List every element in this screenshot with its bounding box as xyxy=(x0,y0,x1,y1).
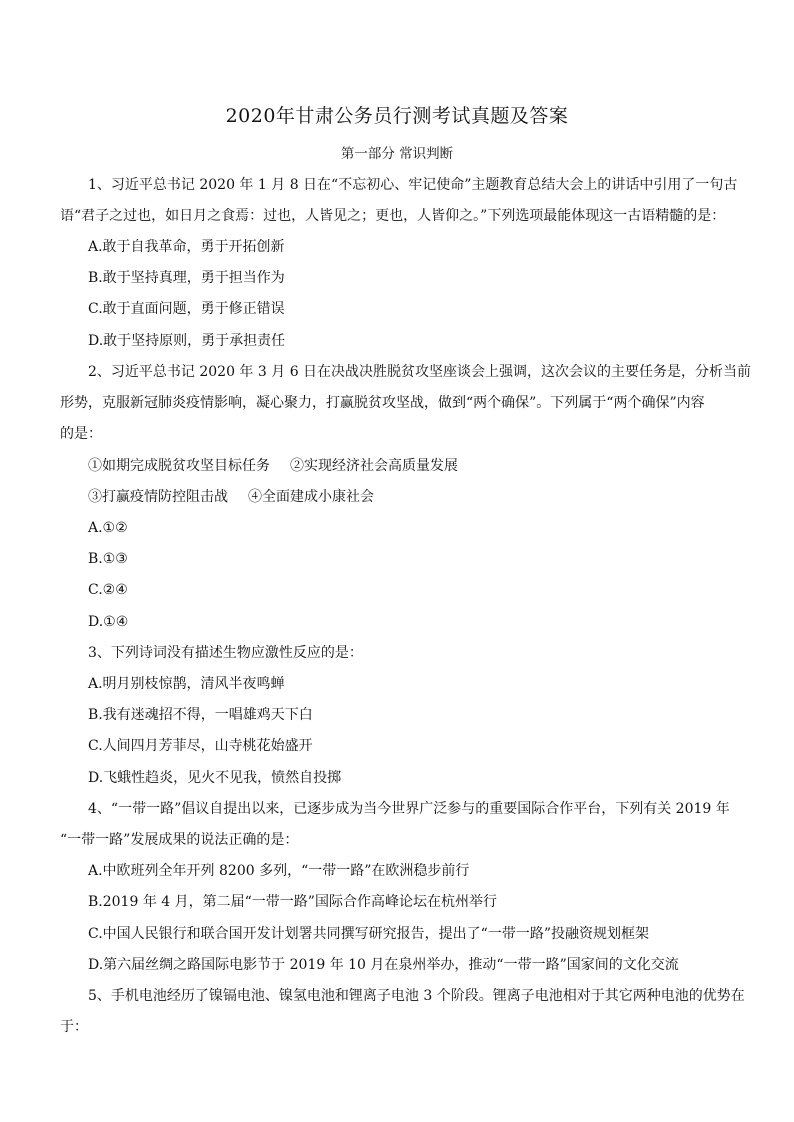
question-4-option-b: B.2019 年 4 月，第二届“一带一路”国际合作高峰论坛在杭州举行 xyxy=(88,894,497,910)
question-2-item-4: ④全面建成小康社会 xyxy=(248,489,374,505)
question-2-option-c: C.②④ xyxy=(88,582,128,598)
question-3-option-d: D.飞蛾性趋炎，见火不见我，愤然自投掷 xyxy=(88,770,342,786)
question-2-option-d: D.①④ xyxy=(88,614,129,630)
question-3-option-a: A.明月别枝惊鹊，清风半夜鸣蝉 xyxy=(88,676,285,692)
question-4-option-c: C.中国人民银行和联合国开发计划署共同撰写研究报告，提出了“一带一路”投融资规划框架 xyxy=(88,926,649,942)
question-2-stem-line-3: 的是： xyxy=(60,426,102,442)
question-2-stem-line-1: 2、习近平总书记 2020 年 3 月 6 日在决战决胜脱贫攻坚座谈会上强调，这次会议的主要任务是，分析当前 xyxy=(88,364,752,380)
question-2-item-3: ③打赢疫情防控阻击战 xyxy=(88,489,228,505)
question-3-option-b: B.我有迷魂招不得，一唱雄鸡天下白 xyxy=(88,707,313,723)
question-4-option-a: A.中欧班列全年开列 8200 多列，“一带一路”在欧洲稳步前行 xyxy=(88,863,470,879)
question-2-stem-line-2: 形势，克服新冠肺炎疫情影响，凝心聚力，打赢脱贫攻坚战，做到“两个确保”。下列属于“两个确保”内容 xyxy=(60,395,705,411)
question-1-option-d: D.敢于坚持原则，勇于承担责任 xyxy=(88,333,286,349)
document-title: 2020年甘肃公务员行测考试真题及答案 xyxy=(225,105,569,127)
question-2-item-1: ①如期完成脱贫攻坚目标任务 xyxy=(88,458,270,474)
question-1-option-b: B.敢于坚持真理，勇于担当作为 xyxy=(88,270,285,286)
question-4-stem-line-1: 4、“一带一路”倡议自提出以来，已逐步成为当今世界广泛参与的重要国际合作平台，下列有关 2019 年 xyxy=(88,801,730,817)
question-1-option-a: A.敢于自我革命，勇于开拓创新 xyxy=(88,239,285,255)
question-5-stem-line-1: 5、手机电池经历了镍镉电池、镍氢电池和锂离子电池 3 个阶段。锂离子电池相对于其它两种电池的优势在 xyxy=(88,988,745,1004)
question-1-option-c: C.敢于直面问题，勇于修正错误 xyxy=(88,301,285,317)
question-2-option-a: A.①② xyxy=(88,520,128,536)
question-1-stem-line-2: 语“君子之过也，如日月之食焉：过也，人皆见之；更也，人皆仰之。”下列选项最能体现这一古语精髓的是： xyxy=(60,208,726,224)
question-1-stem-line-1: 1、习近平总书记 2020 年 1 月 8 日在“不忘初心、牢记使命”主题教育总结大会上的讲话中引用了一句古 xyxy=(88,177,738,193)
question-3-stem-line-1: 3、下列诗词没有描述生物应激性反应的是： xyxy=(88,645,363,661)
question-3-option-c: C.人间四月芳菲尽，山寺桃花始盛开 xyxy=(88,738,313,754)
question-2-option-b: B.①③ xyxy=(88,551,128,567)
question-4-option-d: D.第六届丝绸之路国际电影节于 2019 年 10 月在泉州举办，推动“一带一路”国家间的文化交流 xyxy=(88,957,679,973)
question-5-stem-line-2: 于： xyxy=(60,1019,88,1035)
section-heading: 第一部分 常识判断 xyxy=(340,146,454,162)
question-2-items-row-1 xyxy=(88,455,458,477)
question-4-stem-line-2: “一带一路”发展成果的说法正确的是： xyxy=(60,832,299,848)
question-2-item-2: ②实现经济社会高质量发展 xyxy=(290,458,458,474)
question-2-items-row-2 xyxy=(88,486,374,508)
